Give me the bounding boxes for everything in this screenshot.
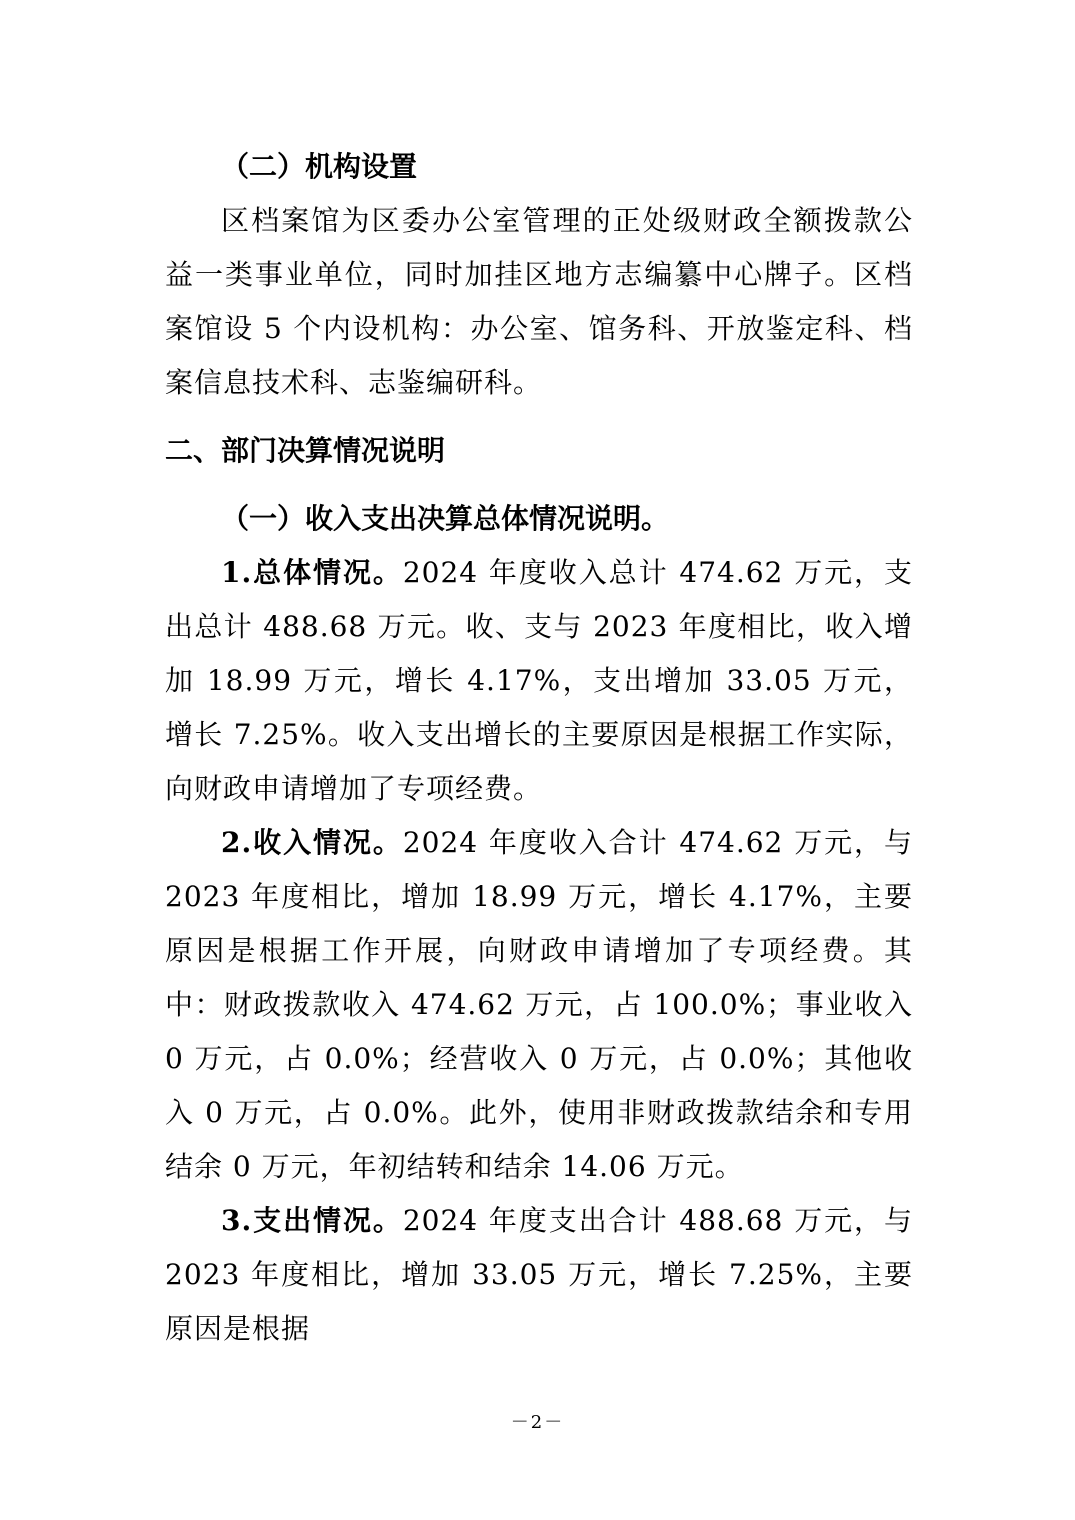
expense-situation-text: 2024 年度支出合计 488.68 万元，与 2023 年度相比，增加 33.05 万元，增长 7.25%，主要原因是根据 (165, 1204, 913, 1345)
expense-situation-lead: 3.支出情况。 (221, 1204, 403, 1237)
org-structure-heading: （二）机构设置 (221, 150, 418, 183)
expense-situation-paragraph (165, 1194, 913, 1356)
document-body (165, 140, 913, 1356)
org-structure-paragraph: 区档案馆为区委办公室管理的正处级财政全额拨款公益一类事业单位，同时加挂区地方志编纂中心牌子。区档案馆设 5 个内设机构：办公室、馆务科、开放鉴定科、档案信息技术科、志鉴编研科。 (165, 204, 913, 399)
income-situation-lead: 2.收入情况。 (221, 826, 403, 859)
income-situation-paragraph (165, 816, 913, 1194)
section-two-heading: 二、部门决算情况说明 (165, 434, 446, 467)
income-situation-text: 2024 年度收入合计 474.62 万元，与 2023 年度相比，增加 18.99 万元，增长 4.17%，主要原因是根据工作开展，向财政申请增加了专项经费。其中：财政拨款收入 474.62 万元，占 100.0%；事业收入 0 万元，占 0.0%；经营收入 0 万元，占 0.0%；其他收入 0 万元，占 0.0%。此外，使用非财政拨款结余和专用结余 0 万元，年初结转和结余 14.06 万元。 (165, 826, 913, 1183)
overall-situation-lead: 1.总体情况。 (221, 556, 403, 589)
overall-situation-paragraph (165, 546, 913, 816)
income-expense-overview-heading: （一）收入支出决算总体情况说明。 (221, 502, 670, 535)
page-number: －2－ (510, 1412, 565, 1433)
overall-situation-text: 2024 年度收入总计 474.62 万元，支出总计 488.68 万元。收、支与 2023 年度相比，收入增加 18.99 万元，增长 4.17%，支出增加 33.05 万元，增长 7.25%。收入支出增长的主要原因是根据工作实际，向财政申请增加了专项经费。 (165, 556, 913, 805)
